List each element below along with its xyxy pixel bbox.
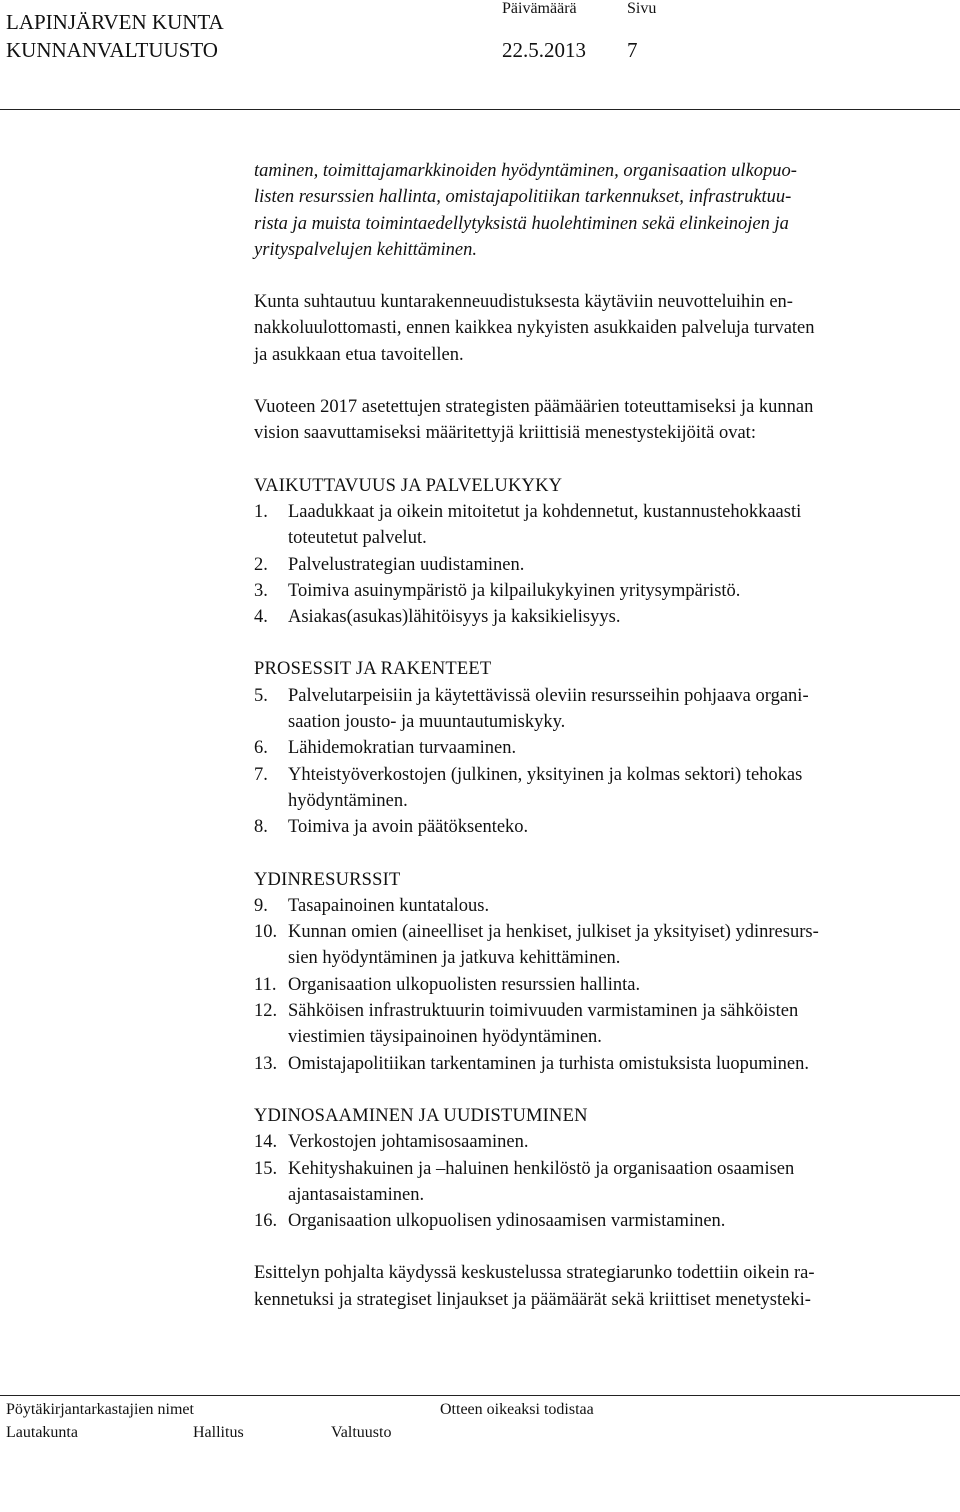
section-core-competence — [254, 1103, 954, 1234]
text-line: rista ja muista toimintaedellytyksistä huolehtiminen sekä elinkeinojen ja — [254, 213, 789, 234]
board-label: Lautakunta — [6, 1424, 78, 1441]
list-item — [254, 1208, 954, 1234]
list-item — [254, 1129, 954, 1155]
item-text: viestimien täysipainoinen hyödyntäminen. — [288, 1027, 602, 1048]
list-item — [254, 893, 954, 919]
list-item — [254, 919, 954, 972]
section-core-resources — [254, 867, 954, 1077]
header-divider — [0, 109, 960, 110]
date-value: 22.5.2013 — [502, 38, 586, 62]
list-item — [254, 552, 954, 578]
text-line: vision saavuttamiseksi määritettyjä kriittisiä menestystekijöitä ovat: — [254, 423, 756, 444]
item-number: 14. — [254, 1132, 278, 1153]
item-text: Verkostojen johtamisosaaminen. — [288, 1132, 529, 1153]
text-line: listen resurssien hallinta, omistajapolitiikan tarkennukset, infrastruktuu- — [254, 187, 792, 208]
item-number: 5. — [254, 685, 268, 706]
section-heading: YDINRESURSSIT — [254, 869, 401, 890]
certify-label: Otteen oikeaksi todistaa — [440, 1401, 594, 1418]
list-item — [254, 735, 954, 761]
section-heading: PROSESSIT JA RAKENTEET — [254, 659, 492, 680]
item-text: Kunnan omien (aineelliset ja henkiset, julkiset ja yksityiset) ydinresurs- — [288, 922, 819, 943]
item-number: 8. — [254, 817, 268, 838]
item-text: Organisaation ulkopuolisten resurssien hallinta. — [288, 974, 641, 995]
list-item — [254, 1051, 954, 1077]
text-line: yrityspalvelujen kehittäminen. — [254, 239, 477, 260]
list-item — [254, 762, 954, 815]
intro-paragraph — [254, 158, 954, 263]
section-processes — [254, 656, 954, 840]
item-number: 4. — [254, 607, 268, 628]
item-text: saation jousto- ja muuntautumiskyky. — [288, 712, 566, 733]
item-number: 9. — [254, 895, 268, 916]
item-text: Kehityshakuinen ja –haluinen henkilöstö ja organisaation osaamisen — [288, 1158, 795, 1179]
municipality-name: LAPINJÄRVEN KUNTA — [6, 10, 224, 34]
text-line: kennetuksi ja strategiset linjaukset ja päämäärät sekä kriittiset menetysteki- — [254, 1289, 811, 1310]
item-number: 2. — [254, 554, 268, 575]
item-text: Organisaation ulkopuolisen ydinosaamisen varmistaminen. — [288, 1211, 726, 1232]
item-text: toteutetut palvelut. — [288, 528, 427, 549]
text-line: Esittelyn pohjalta käydyssä keskustelussa strategiarunko todettiin oikein ra- — [254, 1263, 815, 1284]
list-item — [254, 683, 954, 736]
item-number: 6. — [254, 738, 268, 759]
item-number: 16. — [254, 1211, 278, 1232]
item-text: Sähköisen infrastruktuurin toimivuuden varmistaminen ja sähköisten — [288, 1001, 799, 1022]
list-item — [254, 998, 954, 1051]
item-text: Palvelutarpeisiin ja käytettävissä oleviin resursseihin pohjaava organi- — [288, 685, 809, 706]
text-line: ja asukkaan etua tavoitellen. — [254, 344, 464, 365]
item-text: Omistajapolitiikan tarkentaminen ja turhista omistuksista luopuminen. — [288, 1053, 809, 1074]
item-number: 15. — [254, 1158, 278, 1179]
date-label: Päivämäärä — [502, 0, 577, 17]
text-line: Kunta suhtautuu kuntarakenneuudistuksesta käytäviin neuvotteluihin en- — [254, 292, 793, 313]
list-item — [254, 578, 954, 604]
item-number: 11. — [254, 974, 277, 995]
item-text: ajantasaistaminen. — [288, 1184, 425, 1205]
item-number: 3. — [254, 580, 268, 601]
page-header — [0, 0, 960, 110]
list-item — [254, 814, 954, 840]
list-item — [254, 499, 954, 552]
text-line: taminen, toimittajamarkkinoiden hyödyntäminen, organisaation ulkopuo- — [254, 161, 797, 181]
text-line: Vuoteen 2017 asetettujen strategisten päämäärien toteuttamiseksi ja kunnan — [254, 397, 814, 418]
text-line: nakkoluulottomasti, ennen kaikkea nykyisten asukkaiden palveluja turvaten — [254, 318, 815, 339]
item-number: 10. — [254, 922, 278, 943]
footer-divider — [0, 1395, 960, 1396]
item-text: Toimiva ja avoin päätöksenteko. — [288, 817, 529, 838]
list-item — [254, 604, 954, 630]
item-text: sien hyödyntäminen ja jatkuva kehittäminen. — [288, 948, 621, 969]
page-number: 7 — [627, 38, 638, 62]
list-item — [254, 972, 954, 998]
item-text: Asiakas(asukas)lähitöisyys ja kaksikielisyys. — [288, 607, 621, 628]
paragraph-restructuring — [254, 289, 954, 368]
item-text: hyödyntäminen. — [288, 790, 408, 811]
item-text: Tasapainoinen kuntatalous. — [288, 895, 490, 916]
item-number: 13. — [254, 1053, 278, 1074]
item-text: Lähidemokratian turvaaminen. — [288, 738, 517, 759]
list-item — [254, 1156, 954, 1209]
item-number: 1. — [254, 501, 268, 522]
closing-paragraph — [254, 1260, 954, 1313]
section-heading: VAIKUTTAVUUS JA PALVELUKYKY — [254, 475, 563, 496]
item-text: Toimiva asuinympäristö ja kilpailukykyinen yritysympäristö. — [288, 580, 741, 601]
page-label: Sivu — [627, 0, 657, 17]
paragraph-success-factors — [254, 394, 954, 447]
item-text: Palvelustrategian uudistaminen. — [288, 554, 525, 575]
inspectors-label: Pöytäkirjantarkastajien nimet — [6, 1401, 194, 1418]
item-number: 7. — [254, 764, 268, 785]
item-text: Laadukkaat ja oikein mitoitetut ja kohdennetut, kustannustehokkaasti — [288, 501, 802, 522]
section-impact — [254, 473, 954, 631]
document-body — [254, 158, 954, 1313]
section-heading: YDINOSAAMINEN JA UUDISTUMINEN — [254, 1105, 588, 1126]
government-label: Hallitus — [193, 1424, 244, 1441]
council-label: Valtuusto — [331, 1424, 392, 1441]
item-number: 12. — [254, 1001, 278, 1022]
body-name: KUNNANVALTUUSTO — [6, 38, 218, 62]
item-text: Yhteistyöverkostojen (julkinen, yksityinen ja kolmas sektori) tehokas — [288, 764, 803, 785]
